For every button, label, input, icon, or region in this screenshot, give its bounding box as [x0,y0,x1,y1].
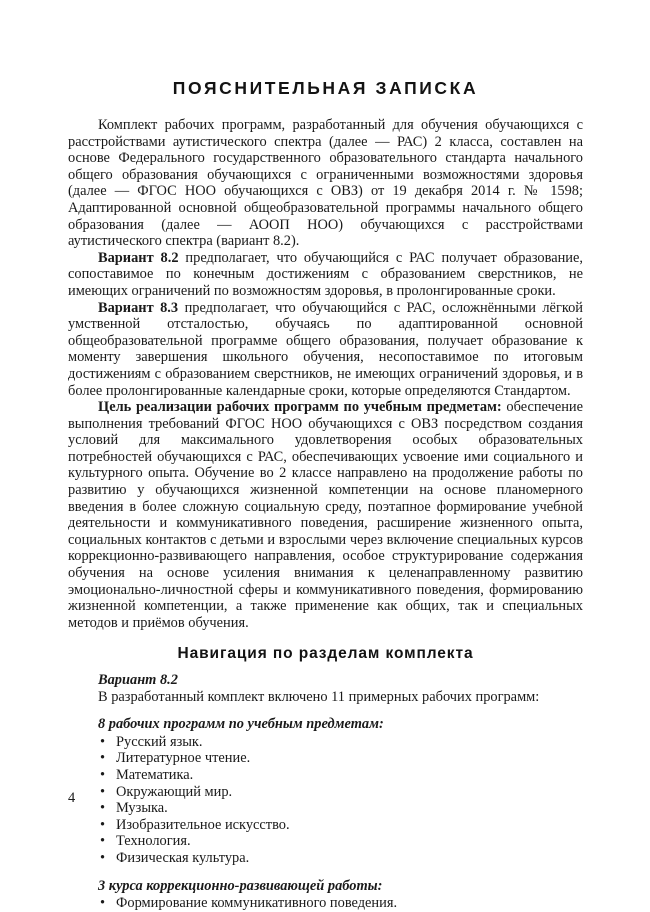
courses-heading: 3 курса коррекционно-развивающей работы: [98,877,383,894]
bullet-icon: • [100,849,106,866]
bullet-icon: • [100,733,106,750]
list-item-label: Формирование коммуникативного поведения. [116,895,398,912]
paragraph-variant-8-2 [68,250,583,300]
list-item-label: Литературное чтение. [116,750,251,767]
list-item-label: Физическая культура. [116,849,250,866]
bullet-icon: • [100,895,106,912]
subjects-list [68,734,583,867]
variant-8-3-text: предполагает, что обучающийся с РАС, осложнёнными лёгкой умственной отсталостью, обучаясь по адаптированной основной общеобразовательной программе общего образования, получает образование к моменту завершения школьного обучения, несопоставимое по итоговым достижениям с образованием сверстников, не имеющих ограничений здоровья, и в более пролонгированные календарные сроки, которые определяются Стандартом. [68,299,583,399]
paragraph-intro: Комплект рабочих программ, разработанный для обучения обучающихся с расстройствами аутистического спектра (далее — РАС) 2 класса, составлен на основе Федерального государственного образовательного стандарта начального общего образования обучающихся с ограниченными возможностями здоровья (далее — ФГОС НОО обучающихся с ОВЗ) от 19 декабря 2014 г. № 1598; Адаптированной основной общеобразовательной программы начального общего образования (далее — АООП НОО) обучающихся с расстройствами аутистического спектра (вариант 8.2). [68,117,583,250]
page-content [68,78,583,912]
list-item [98,850,583,867]
list-item-label: Математика. [116,766,194,783]
variant-8-3-label: Вариант 8.3 [98,299,179,316]
paragraph-variant-8-3 [68,300,583,400]
goal-label: Цель реализации рабочих программ по учебным предметам: [98,399,502,416]
bullet-icon: • [100,833,106,850]
list-item-label: Изобразительное искусство. [116,816,290,833]
list-item [98,817,583,834]
navigation-section-heading: Навигация по разделам комплекта [177,645,474,663]
list-item [98,895,583,912]
list-item [98,800,583,817]
list-item-label: Русский язык. [116,733,203,750]
bullet-icon: • [100,783,106,800]
variant-8-2-text: предполагает, что обучающийся с РАС получает образование, сопоставимое по конечным достижениям с образованием сверстников, не имеющих ограничений по возможностям здоровья, в пролонгированные сроки. [68,249,583,299]
courses-list [68,895,583,912]
bullet-icon: • [100,816,106,833]
list-item [98,767,583,784]
list-item-label: Технология. [116,833,191,850]
bullet-icon: • [100,800,106,817]
list-item [98,734,583,751]
list-item [98,833,583,850]
navigation-lead-text: В разработанный комплект включено 11 примерных рабочих программ: [98,688,540,705]
list-item [98,750,583,767]
list-item-label: Музыка. [116,800,168,817]
page-number: 4 [68,790,76,806]
variant-8-2-label: Вариант 8.2 [98,249,179,266]
bullet-icon: • [100,750,106,767]
list-item [98,784,583,801]
list-item-label: Окружающий мир. [116,783,233,800]
paragraph-goal [68,399,583,631]
subjects-heading: 8 рабочих программ по учебным предметам: [98,716,384,733]
page-title: ПОЯСНИТЕЛЬНАЯ ЗАПИСКА [172,78,479,98]
bullet-icon: • [100,766,106,783]
goal-text: обеспечение выполнения требований ФГОС НОО обучающихся с ОВЗ посредством создания условий для максимального удовлетворения особых образовательных потребностей обучающихся с РАС, обеспечивающих усвоение ими социального и культурного опыта. Обучение во 2 классе направлено на продолжение работы по развитию у обучающихся жизненной компетенции на основе планомерного введения в более сложную социальную среду, поэтапное формирование учебной деятельности и коммуникативного поведения, расширение жизненного опыта, социальных контактов с детьми и взрослыми через включение специальных курсов коррекционно-развивающего направления, особое структурирование содержания обучения на основе усиления внимания к целенаправленному развитию эмоционально-личностной сферы и коммуникативного поведения, формированию жизненной компетенции, а также применение как общих, так и специальных методов и приёмов обучения. [68,399,583,631]
navigation-variant-label: Вариант 8.2 [98,672,178,688]
